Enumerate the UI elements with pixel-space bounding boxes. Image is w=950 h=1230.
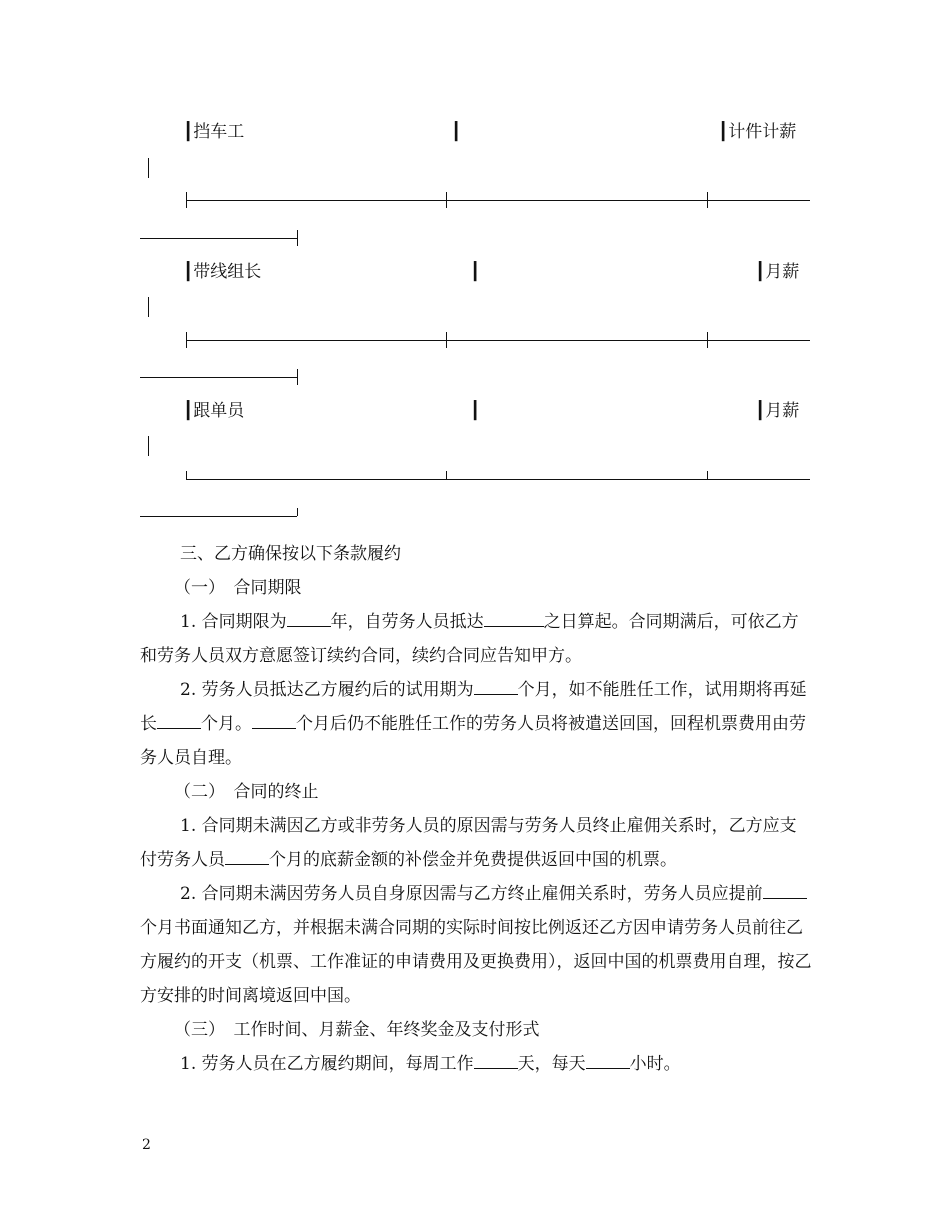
- table-tick: [446, 192, 447, 208]
- clause-1-2: 2. 劳务人员抵达乙方履约后的试用期为 个月，如不能胜任工作，试用期将再延长 个月。 个月后仍不能胜任工作的劳务人员将被遣送回国，回程机票费用由劳务人员自理。: [140, 680, 807, 768]
- table-cell-job-1: ┃挡车工: [183, 122, 245, 142]
- blank-field: [252, 712, 296, 729]
- table-border-left: [148, 436, 149, 456]
- table-tick: [707, 471, 708, 479]
- page-number: 2: [142, 1137, 151, 1153]
- blank-field: [225, 848, 269, 865]
- table-tick: [186, 332, 187, 348]
- blank-field: [157, 712, 201, 729]
- clause-1-1: 1. 合同期限为 年，自劳务人员抵达 之日算起。合同期满后，可依乙方和劳务人员双方意愿签订续约合同，续约合同应告知甲方。: [140, 612, 799, 666]
- subsection-heading-3: （三） 工作时间、月薪金、年终奖金及支付形式: [174, 1020, 540, 1040]
- clause-2-1: 1. 合同期未满因乙方或非劳务人员的原因需与劳务人员终止雇佣关系时，乙方应支付劳务人员 个月的底薪金额的补偿金并免费提供返回中国的机票。: [140, 816, 797, 870]
- table-rule-continued: [140, 238, 297, 239]
- table-rule-bottom: [186, 479, 810, 480]
- table-corner: [186, 471, 187, 479]
- table-cell-pay-2: ┃月薪: [755, 262, 800, 282]
- table-cell-pay-3: ┃月薪: [755, 401, 800, 421]
- table-cell-job-3: ┃跟单员: [183, 401, 245, 421]
- subsection-heading-2: （二） 合同的终止: [174, 782, 319, 802]
- blank-field: [474, 1052, 518, 1069]
- blank-field: [474, 678, 518, 695]
- clause-3-1: 1. 劳务人员在乙方履约期间，每周工作 天，每天 小时。: [180, 1054, 681, 1074]
- subsection-heading-1: （一） 合同期限: [174, 578, 302, 598]
- table-divider: ┃: [470, 401, 481, 421]
- table-tick: [186, 192, 187, 208]
- table-divider: ┃: [451, 122, 462, 142]
- table-rule: [186, 340, 810, 341]
- blank-field: [484, 610, 544, 627]
- table-tick: [707, 192, 708, 208]
- table-tick: [446, 471, 447, 479]
- table-divider: ┃: [470, 262, 481, 282]
- table-tick: [297, 369, 298, 385]
- blank-field: [287, 610, 331, 627]
- table-border-left: [148, 297, 149, 317]
- table-cell-job-2: ┃带线组长: [183, 262, 262, 282]
- table-tick: [707, 332, 708, 348]
- table-border-left: [148, 158, 149, 178]
- clause-2-2: 2. 合同期未满因劳务人员自身原因需与乙方终止雇佣关系时，劳务人员应提前个月书面通知乙方，并根据未满合同期的实际时间按比例返还乙方因申请劳务人员前往乙方履约的开支（机票、工作准证的申请费用及更换费用），返回中国的机票费用自理，按乙方安排的时间离境返回中国。: [140, 884, 812, 1006]
- blank-field: [586, 1052, 630, 1069]
- table-cell-pay-1: ┃计件计薪: [718, 122, 797, 142]
- blank-field: [763, 882, 807, 899]
- table-rule-continued: [140, 516, 297, 517]
- table-rule: [186, 200, 810, 201]
- table-corner: [297, 508, 298, 516]
- section-heading: 三、乙方确保按以下条款履约: [180, 544, 401, 564]
- table-tick: [446, 332, 447, 348]
- section-3: [140, 537, 812, 1081]
- table-rule-continued: [140, 377, 297, 378]
- table-tick: [297, 230, 298, 246]
